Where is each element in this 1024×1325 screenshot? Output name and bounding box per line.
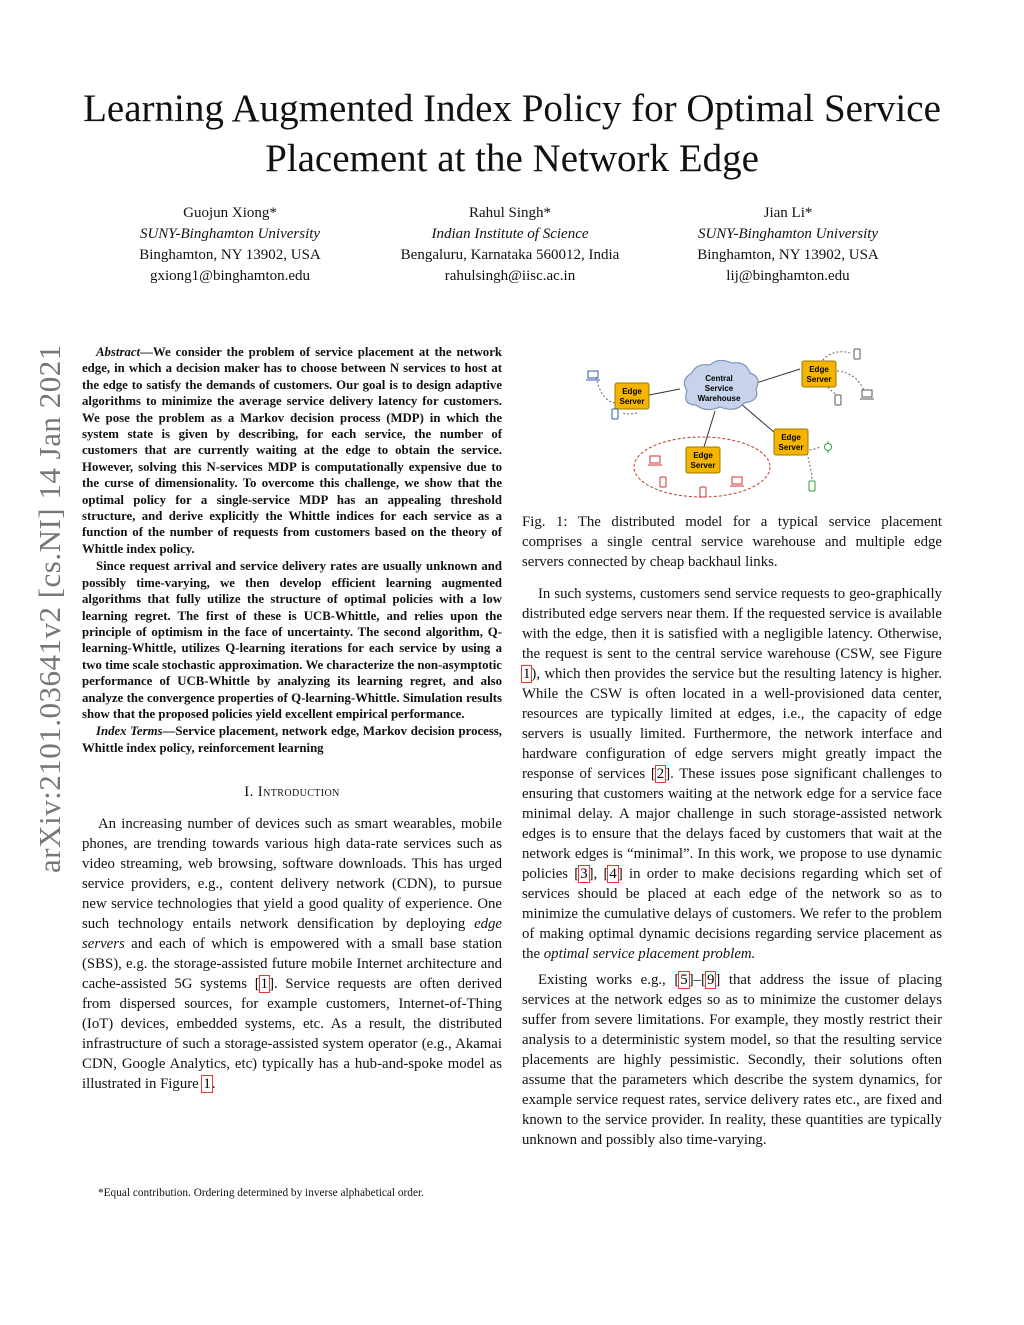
citation-link[interactable]: 4 bbox=[609, 866, 617, 882]
edge-label: Server bbox=[778, 443, 804, 452]
section-heading bbox=[82, 782, 502, 802]
cloud-label: Warehouse bbox=[697, 394, 741, 403]
figure-link[interactable]: 1 bbox=[203, 1076, 211, 1093]
laptop-icon bbox=[648, 456, 662, 465]
text-run: . bbox=[211, 1076, 216, 1093]
author-affiliation: Indian Institute of Science bbox=[431, 226, 589, 242]
author-name: Rahul Singh* bbox=[468, 205, 552, 221]
author-address: Binghamton, NY 13902, USA bbox=[139, 247, 321, 263]
figure-link[interactable]: 1 bbox=[523, 666, 531, 682]
author-block bbox=[638, 203, 938, 287]
edge-label: Server bbox=[619, 397, 645, 406]
figure-1 bbox=[582, 343, 882, 505]
edge-server bbox=[802, 361, 836, 387]
right-column bbox=[522, 512, 942, 1150]
text-run: ]–[ bbox=[688, 972, 706, 988]
laptop-icon bbox=[860, 390, 874, 399]
abstract-paragraph-2: Since request arrival and service delivery rates are usually unknown and possibly time-varying, we then develop efficient learning augmented algorithms that fully utilize the structure of optimal policies with a low learning regret. The first of these is UCB-Whittle, and relies upon the principle of optimism in the face of uncertainty. The second algorithm, Q-learning-Whittle, utilizes Q-learning iterations for each service by using a two time scale stochastic approximation. We characterize the non-asymptotic performance of UCB-Whittle by analyzing its learning regret, and also analyze the convergence properties of Q-learning-Whittle. Simulation results show that the proposed policies yield excellent empirical performance. bbox=[82, 559, 502, 721]
arxiv-stamp: arXiv:2101.03641v2 [cs.NI] 14 Jan 2021 bbox=[32, 344, 67, 873]
abstract-label: Abstract bbox=[96, 345, 141, 359]
author-affiliation: SUNY-Binghamton University bbox=[697, 226, 879, 242]
author-address: Bengaluru, Karnataka 560012, India bbox=[400, 247, 620, 263]
phone-icon bbox=[612, 409, 618, 419]
author-email: gxiong1@binghamton.edu bbox=[149, 268, 311, 284]
laptop-icon bbox=[730, 477, 744, 486]
body-paragraph bbox=[522, 584, 942, 964]
citation-link[interactable]: 2 bbox=[656, 766, 665, 782]
author-email: lij@binghamton.edu bbox=[726, 268, 850, 284]
author-email: rahulsingh@iisc.ac.in bbox=[444, 268, 576, 284]
paper-title: Learning Augmented Index Policy for Optimal Service Placement at the Network Edge bbox=[83, 87, 941, 180]
text-run: In such systems, customers send service requests to geo-graphically distributed edge servers near them. If the requested service is available with the edge, then it is satisfied with a negligible latency. Otherwise, the request is sent to the central service warehouse (CSW, see Figure bbox=[522, 586, 942, 662]
author-address: Binghamton, NY 13902, USA bbox=[697, 247, 879, 263]
text-run: ]. Service requests are often derived from dispersed sources, for example customers, Internet-of-Thing (IoT) devices, embedded systems, etc. As a result, the distributed infrastructure of such a storage-assisted system operator (e.g., Akamai CDN, Google Analytics, etc) typically has a hub-and-spoke model as illustrated in Figure bbox=[82, 976, 502, 1093]
central-service-warehouse bbox=[684, 360, 758, 409]
phone-icon bbox=[700, 487, 706, 497]
author-affiliation: SUNY-Binghamton University bbox=[139, 226, 321, 242]
citation-link[interactable]: 9 bbox=[706, 972, 715, 988]
citation-link[interactable]: 3 bbox=[580, 866, 588, 882]
text-run: ], [ bbox=[588, 866, 609, 882]
citation-link[interactable]: 1 bbox=[260, 976, 269, 993]
text-run: ), which then provides the service but the resulting latency is higher. While the CSW is often located in a well-provisioned data center, resources are typically limited at edges, i.e., the capacity of edge servers is usually limited. Furthermore, the network interface and hardware configuration of edge servers might greatly impact the response of services [ bbox=[522, 666, 942, 782]
text-run: and each of which is empowered with a small base station (SBS), e.g. the storage-assisted future mobile Internet architecture and cache-assisted 5G systems [ bbox=[82, 936, 502, 993]
text-run: An increasing number of devices such as smart wearables, mobile phones, are trending towards various high data-rate services such as video streaming, web browsing, software downloads. This has urged service providers, e.g., content delivery network (CDN), to pursue new service technologies that yield a good quality of experience. One such technology entails network densification by deploying bbox=[82, 816, 502, 933]
author-name: Guojun Xiong* bbox=[183, 205, 277, 221]
phone-icon bbox=[854, 349, 860, 359]
cloud-label: Central bbox=[705, 374, 733, 383]
edge-label: Edge bbox=[622, 387, 642, 396]
phone-icon bbox=[660, 477, 666, 487]
hub-spoke-diagram bbox=[582, 343, 882, 505]
abstract bbox=[82, 344, 502, 557]
edge-server bbox=[686, 447, 720, 473]
edge-server bbox=[774, 429, 808, 455]
text-run: ] in order to make decisions regarding which set of services should be placed at each edge of the network so as to minimize the cumulative delays of customers. We refer to the problem of making optimal dynamic decisions regarding service placement as the bbox=[522, 866, 942, 962]
phone-icon bbox=[835, 395, 841, 405]
edge-label: Edge bbox=[781, 433, 801, 442]
body-paragraph bbox=[522, 970, 942, 1150]
text-run: ]. These issues pose significant challenges to ensuring that customers waiting at the network edge for a service face minimal delay. A major challenge in such storage-assisted network edges is to ensure that the delays faced by customers that wait at the network edges is “minimal”. In this work, we propose to use dynamic policies [ bbox=[522, 766, 942, 882]
laptop-icon bbox=[586, 371, 600, 380]
text-run: Existing works e.g., [ bbox=[538, 972, 680, 988]
intro-paragraph bbox=[82, 814, 502, 1094]
text-run: ] that address the issue of placing services at the network edges so as to minimize the customer delays suffer from severe limitations. For example, they mostly restrict their analysis to a deterministic system model, so that the resulting service placements are highly pessimistic. Secondly, their solutions often assume that the parameters which describe the system dynamics, for example service request rates, service delivery rates etc., are fixed and known to the service provider. In reality, these quantities are typically unknown and possibly also time-varying. bbox=[522, 972, 942, 1148]
author-block bbox=[80, 203, 380, 287]
author-name: Jian Li* bbox=[763, 205, 813, 221]
citation-link[interactable]: 5 bbox=[680, 972, 688, 988]
edge-server bbox=[615, 383, 649, 409]
left-column bbox=[82, 344, 502, 1094]
edge-label: Server bbox=[690, 461, 716, 470]
author-block bbox=[360, 203, 660, 287]
edge-label: Server bbox=[806, 375, 832, 384]
emphasis: edge servers bbox=[82, 916, 502, 953]
cloud-label: Service bbox=[704, 384, 734, 393]
watch-icon bbox=[825, 441, 832, 453]
footnote: *Equal contribution. Ordering determined by inverse alphabetical order. bbox=[98, 1187, 424, 1199]
edge-label: Edge bbox=[809, 365, 829, 374]
section-title: Introduction bbox=[257, 784, 340, 801]
edge-label: Edge bbox=[693, 451, 713, 460]
index-terms-text: —Service placement, network edge, Markov decision process, Whittle index policy, reinforcement learning bbox=[82, 724, 502, 755]
section-number: I. bbox=[244, 784, 254, 801]
abstract-text: —We consider the problem of service placement at the network edge, in which a decision maker has to choose between N services to host at the edge to satisfy the demands of customers. Our goal is to design adaptive algorithms to minimize the average service delivery latency for customers. We pose the problem as a Markov decision process (MDP) in which the system state is given by describing, for each service, the number of customers that are currently waiting at the edge to obtain the service. However, solving this N-services MDP is computationally expensive due to the curse of dimensionality. To overcome this challenge, we show that the optimal policy for a single-service MDP has an appealing threshold structure, and derive explicitly the Whittle indices for each service as a function of the number of requests from customers based on the theory of Whittle index policy. bbox=[82, 345, 502, 556]
index-terms-label: Index Terms bbox=[96, 724, 163, 739]
phone-icon bbox=[809, 481, 815, 491]
emphasis: optimal service placement problem. bbox=[543, 946, 756, 962]
index-terms bbox=[82, 723, 502, 756]
figure-caption: Fig. 1: The distributed model for a typical service placement comprises a single central service warehouse and multiple edge servers connected by cheap backhaul links. bbox=[522, 514, 942, 570]
